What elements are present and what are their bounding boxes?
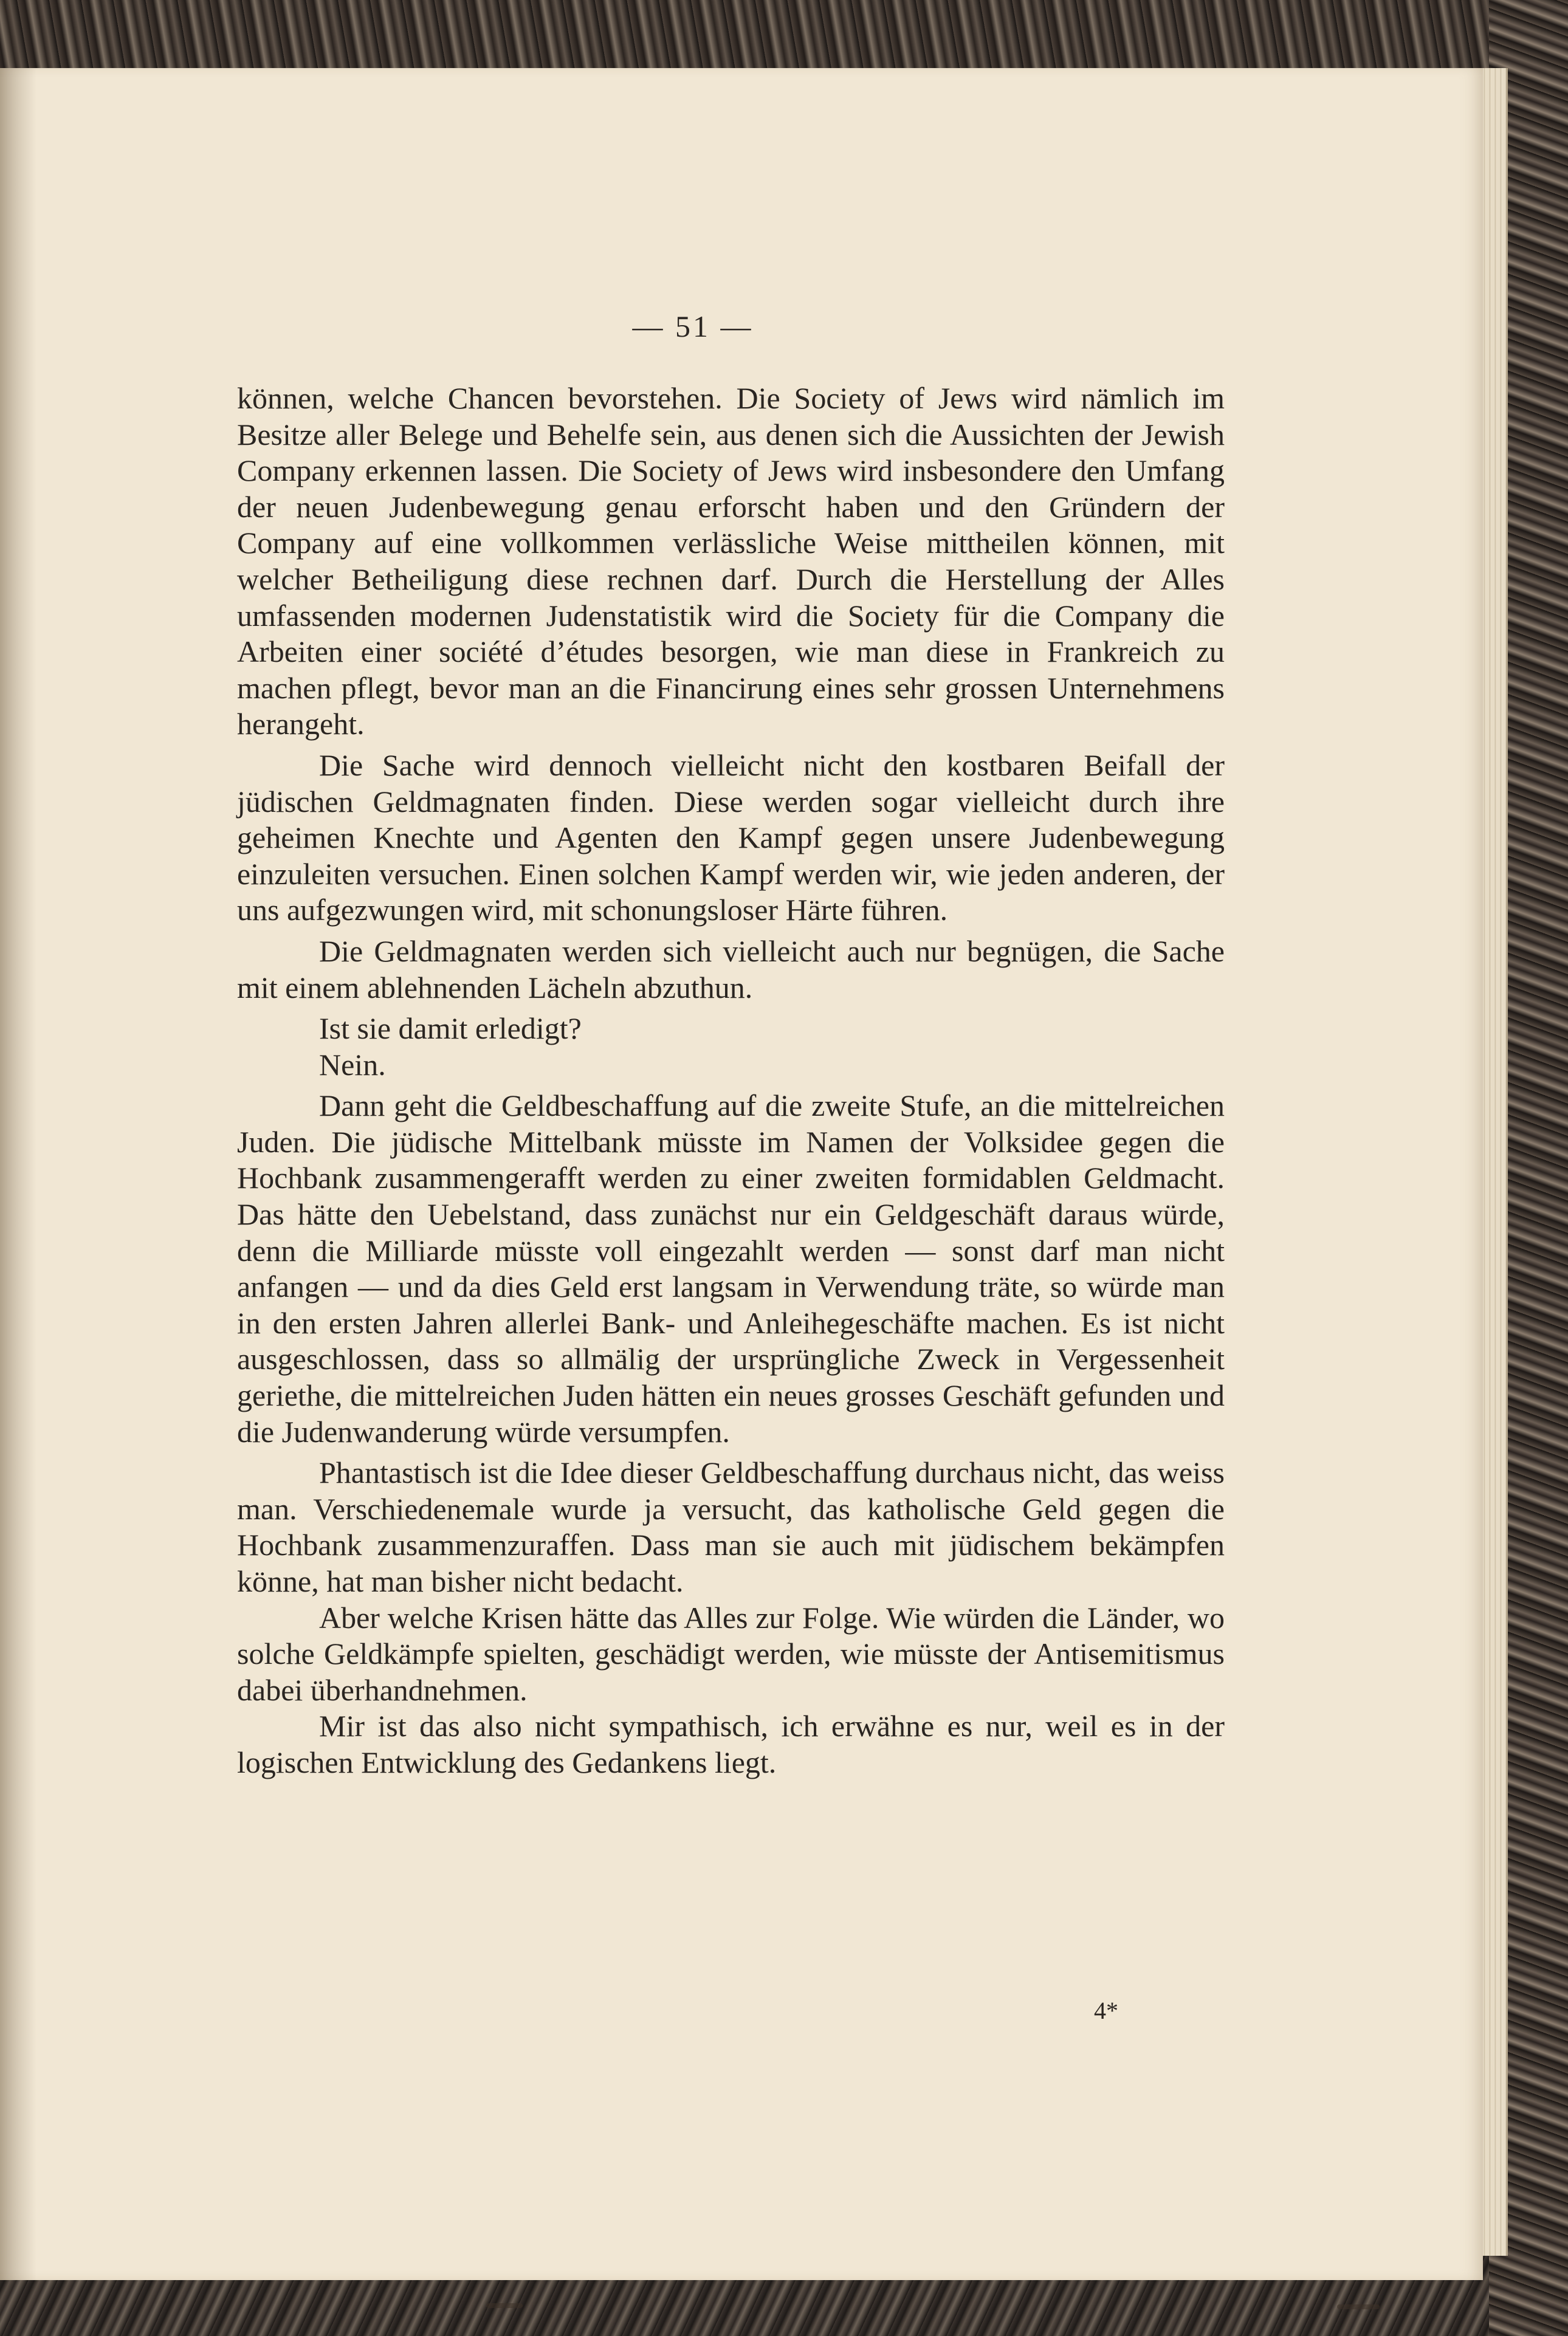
- paragraph-9: Mir ist das also nicht sympathisch, ich erwähne es nur, weil es in der logischen Entwicklung des Gedankens liegt.: [237, 1709, 1225, 1779]
- ink-smudge: [1337, 2304, 1380, 2309]
- paragraph-6: Dann geht die Geldbeschaffung auf die zweite Stufe, an die mittelreichen Juden. Die jüdische Mittelbank müsste im Namen der Volksidee gegen die Hochbank zusammengerafft werden zu einer zweiten formidablen Geldmacht. Das hätte den Uebelstand, dass zunächst nur ein Geldgeschäft daraus würde, denn die Milliarde müsste voll eingezahlt werden — sonst darf man nicht anfangen — und da dies Geld erst langsam in Verwendung träte, so würde man in den ersten Jahren allerlei Bank- und Anleihegeschäfte machen. Es ist nicht ausgeschlossen, dass so allmälig der ursprüngliche Zweck in Vergessenheit geriethe, die mittelreichen Juden hätten ein neues grosses Geschäft gefunden und die Judenwanderung würde versumpfen.: [237, 1088, 1225, 1449]
- paragraph-8: Aber welche Krisen hätte das Alles zur Folge. Wie würden die Länder, wo solche Geldkämpfe spielten, geschädigt werden, wie müsste der Antisemitismus dabei überhandnehmen.: [237, 1600, 1225, 1707]
- paragraph-2: Die Sache wird dennoch vielleicht nicht den kostbaren Beifall der jüdischen Geldmagnaten finden. Diese werden sogar vielleicht durch ihre geheimen Knechte und Agenten den Kampf gegen unsere Judenbewegung einzuleiten versuchen. Einen solchen Kampf werden wir, wie jeden anderen, der uns aufgezwungen wird, mit schonungsloser Härte führen.: [237, 747, 1225, 927]
- paragraph-7: Phantastisch ist die Idee dieser Geldbeschaffung durchaus nicht, das weiss man. Verschiedenemale wurde ja versucht, das katholische Geld gegen die Hochbank zusammenzuraffen. Dass man sie auch mit jüdischem bekämpfen könne, hat man bisher nicht bedacht.: [237, 1455, 1225, 1598]
- paragraph-5: Nein.: [319, 1047, 386, 1082]
- signature-mark: 4*: [1094, 1997, 1118, 2024]
- page-number: — 51 —: [632, 309, 754, 343]
- gutter-shadow: [0, 68, 36, 2280]
- paragraph-4: Ist sie damit erledigt?: [319, 1011, 582, 1046]
- ink-smudge: [486, 2303, 523, 2308]
- paragraph-3: Die Geldmagnaten werden sich vielleicht auch nur begnügen, die Sache mit einem ablehnenden Lächeln abzuthun.: [237, 933, 1225, 1005]
- body-text: [237, 380, 1225, 1781]
- paragraph-1: können, welche Chancen bevorstehen. Die Society of Jews wird nämlich im Besitze aller Belege und Behelfe sein, aus denen sich die Aussichten der Jewish Company erkennen lassen. Die Society of Jews wird insbesondere den Umfang der neuen Judenbewegung genau erforscht haben und den Gründern der Company auf eine vollkommen verlässliche Weise mittheilen können, mit welcher Betheiligung diese rechnen darf. Durch die Herstellung der Alles umfassenden modernen Judenstatistik wird die Society für die Company die Arbeiten einer société d’études besorgen, wie man diese in Frankreich zu machen pflegt, bevor man an die Financirung eines sehr grossen Unternehmens herangeht.: [237, 381, 1225, 741]
